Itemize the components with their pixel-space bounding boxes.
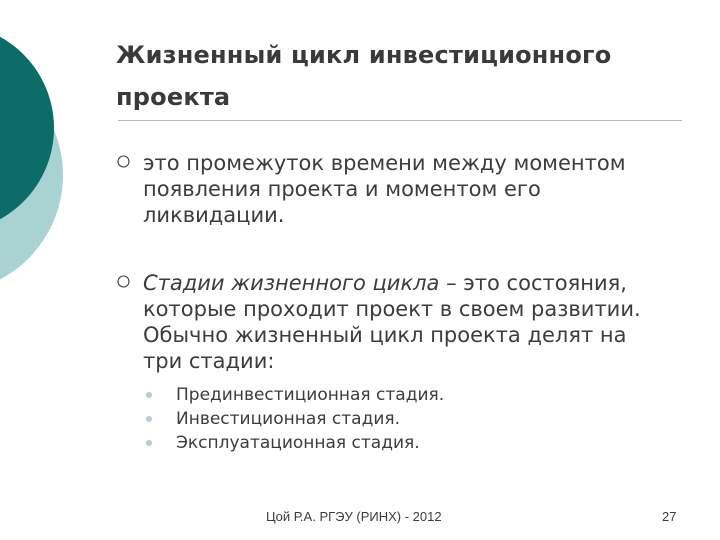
bullet-body: это промежуток времени между моментом появления проекта и моментом его ликвидации.	[143, 151, 626, 227]
sub-bullet-text: Эксплуатационная стадия.	[176, 433, 420, 453]
title-divider	[118, 120, 682, 121]
hollow-circle-bullet-icon	[116, 154, 131, 169]
bullet-item	[116, 270, 666, 374]
bullet-text	[143, 150, 666, 228]
slide-title: Жизненный цикл инвестиционного проекта	[116, 41, 612, 111]
page-number: 27	[662, 509, 677, 524]
bullet-body: – это состояния, которые проходит проект в своем развитии. Обычно жизненный цикл проекта делят на три стадии:	[143, 271, 641, 373]
sub-bullet-item	[146, 383, 646, 407]
slide-footer: Цой Р.А. РГЭУ (РИНХ) - 2012	[266, 509, 442, 524]
hollow-circle-bullet-icon	[116, 274, 131, 289]
sub-bullet-item	[146, 431, 646, 455]
sub-bullet-text: Прединвестиционная стадия.	[176, 385, 445, 405]
decorative-circles	[0, 0, 90, 300]
bullet-item	[116, 150, 666, 228]
filled-dot-bullet-icon	[146, 416, 152, 422]
filled-dot-bullet-icon	[146, 440, 152, 446]
filled-dot-bullet-icon	[146, 392, 152, 398]
sub-bullet-text: Инвестиционная стадия.	[176, 409, 401, 429]
bullet-text	[143, 270, 666, 374]
sub-bullet-item	[146, 407, 646, 431]
bullet-italic-lead: Стадии жизненного цикла	[143, 271, 440, 295]
sub-bullet-list	[146, 383, 646, 455]
